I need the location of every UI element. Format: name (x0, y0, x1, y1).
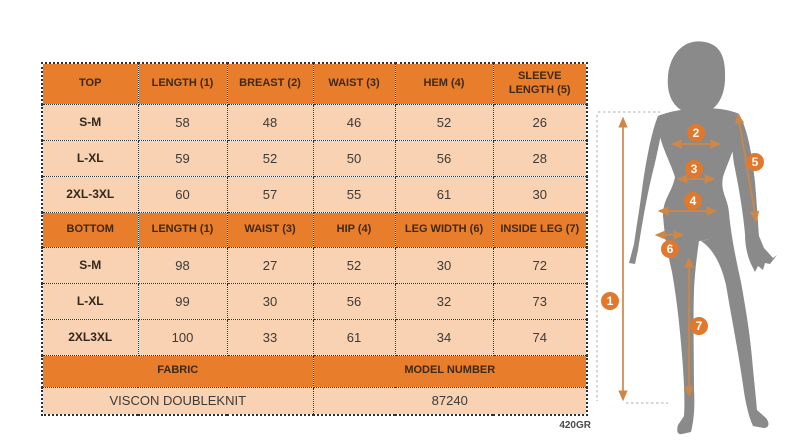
marker-badge-1 (601, 292, 619, 310)
marker-badge-5 (746, 153, 764, 171)
value-cell: 73 (493, 283, 587, 319)
svg-text:2: 2 (692, 126, 700, 140)
footer-header-row (42, 355, 587, 387)
value-cell: 58 (138, 104, 227, 140)
size-cell: S-M (42, 247, 138, 283)
value-cell: 32 (395, 283, 493, 319)
size-guide-figure (590, 20, 800, 446)
marker-badge-6 (661, 240, 679, 258)
top-header-row (42, 63, 587, 104)
value-cell: 48 (227, 104, 313, 140)
column-header-waist: WAIST (3) (313, 63, 395, 104)
value-cell: 34 (395, 319, 493, 355)
model-number-value: 87240 (313, 387, 587, 415)
value-cell: 33 (227, 319, 313, 355)
value-cell: 56 (395, 140, 493, 176)
column-header-waist: WAIST (3) (227, 212, 313, 247)
bottom-header-row (42, 212, 587, 247)
svg-text:6: 6 (666, 242, 674, 256)
size-cell: 2XL-3XL (42, 176, 138, 212)
column-header-top: TOP (42, 63, 138, 104)
size-cell: L-XL (42, 140, 138, 176)
marker-badge-3 (685, 160, 703, 178)
value-cell: 61 (395, 176, 493, 212)
value-cell: 59 (138, 140, 227, 176)
value-cell: 98 (138, 247, 227, 283)
value-cell: 60 (138, 176, 227, 212)
svg-text:5: 5 (751, 155, 759, 169)
value-cell: 52 (313, 247, 395, 283)
svg-text:4: 4 (689, 194, 697, 208)
column-header-hem: HEM (4) (395, 63, 493, 104)
table-row (42, 247, 587, 283)
value-cell: 30 (395, 247, 493, 283)
svg-text:3: 3 (690, 162, 698, 176)
value-cell: 52 (395, 104, 493, 140)
footer-value-row (42, 387, 587, 415)
weight-note: 420GR (559, 420, 591, 431)
fabric-value: VISCON DOUBLEKNIT (42, 387, 313, 415)
marker-badge-7 (690, 317, 708, 335)
fabric-header: FABRIC (42, 355, 313, 387)
value-cell: 74 (493, 319, 587, 355)
value-cell: 28 (493, 140, 587, 176)
value-cell: 61 (313, 319, 395, 355)
table-row (42, 140, 587, 176)
column-header-breast: BREAST (2) (227, 63, 313, 104)
value-cell: 27 (227, 247, 313, 283)
column-header-leg-width: LEG WIDTH (6) (395, 212, 493, 247)
marker-badge-4 (684, 192, 702, 210)
size-cell: S-M (42, 104, 138, 140)
svg-text:1: 1 (606, 294, 614, 308)
table-row (42, 176, 587, 212)
value-cell: 26 (493, 104, 587, 140)
value-cell: 50 (313, 140, 395, 176)
value-cell: 55 (313, 176, 395, 212)
value-cell: 52 (227, 140, 313, 176)
value-cell: 100 (138, 319, 227, 355)
value-cell: 99 (138, 283, 227, 319)
value-cell: 56 (313, 283, 395, 319)
female-silhouette (629, 41, 777, 434)
marker-badge-2 (687, 124, 705, 142)
column-header-length: LENGTH (1) (138, 63, 227, 104)
size-chart-table (41, 62, 588, 416)
model-number-header: MODEL NUMBER (313, 355, 587, 387)
size-cell: L-XL (42, 283, 138, 319)
value-cell: 46 (313, 104, 395, 140)
value-cell: 30 (493, 176, 587, 212)
column-header-bottom: BOTTOM (42, 212, 138, 247)
value-cell: 72 (493, 247, 587, 283)
table-row (42, 319, 587, 355)
svg-text:7: 7 (695, 319, 703, 333)
value-cell: 30 (227, 283, 313, 319)
column-header-length: LENGTH (1) (138, 212, 227, 247)
column-header-hip: HIP (4) (313, 212, 395, 247)
column-header-inside-leg: INSIDE LEG (7) (493, 212, 587, 247)
value-cell: 57 (227, 176, 313, 212)
size-cell: 2XL3XL (42, 319, 138, 355)
column-header-sleeve-length: SLEEVE LENGTH (5) (493, 63, 587, 104)
table-row (42, 283, 587, 319)
table-row (42, 104, 587, 140)
